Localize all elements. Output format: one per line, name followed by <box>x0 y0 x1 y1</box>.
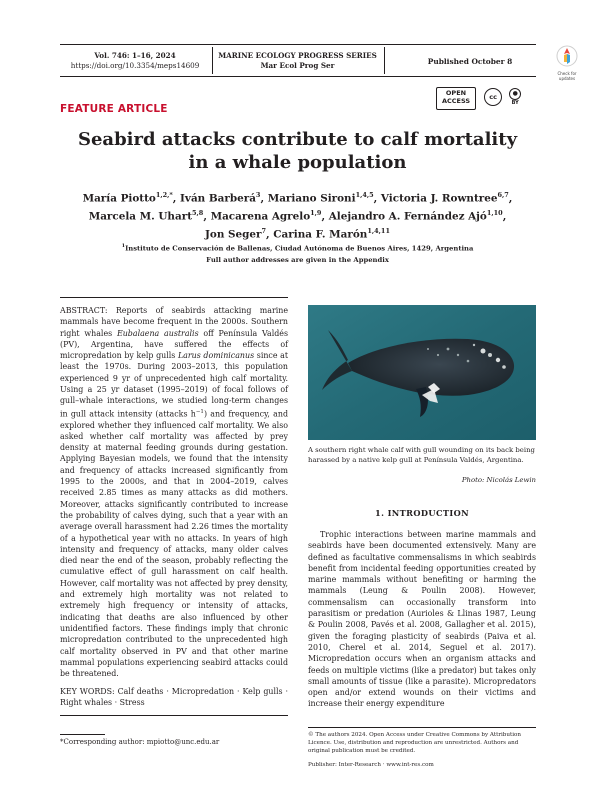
author-line-2 <box>60 206 535 224</box>
author-name: Marcela M. Uhart <box>88 210 192 223</box>
author-affiliation-ref: 3 <box>255 191 261 199</box>
author-affiliation-ref: 1,4,5 <box>355 191 374 199</box>
author-separator: , <box>502 210 507 223</box>
author-separator: , <box>321 210 329 223</box>
author-affiliation-ref: 1,4,11 <box>367 226 390 235</box>
author-line-3 <box>60 224 535 242</box>
keywords-text: Calf deaths · Micropredation · Kelp gulls · Right whales · Stress <box>60 687 288 708</box>
section-heading: 1. INTRODUCTION <box>374 508 470 518</box>
whale-photo <box>308 305 536 440</box>
author-separator: , <box>172 192 181 205</box>
affiliation-text: Instituto de Conservación de Ballenas, Ciudad Autónoma de Buenos Aires, 1429, Argentina <box>125 244 474 253</box>
abstract-label: ABSTRACT: <box>60 306 108 315</box>
affiliation <box>60 241 535 253</box>
footnote-rule <box>60 734 105 735</box>
author-separator: , <box>373 192 381 205</box>
author-line-1 <box>60 188 535 206</box>
feature-article-label: FEATURE ARTICLE <box>60 103 168 115</box>
photo-credit: Photo: Nicolás Lewin <box>461 476 536 484</box>
author-affiliation-ref: 1,2,* <box>155 191 173 199</box>
abstract-text: ) and frequency, and explored whether they influenced calf mortality. We also asked whether calf mortality was affected by prey density at maternal feeding grounds during gestation. Applying Bayesian models, we found that the intensity and frequency of attacks increased significantly from 1995 to the 2000s, and that in 2004–2019, calves received 2.85 times as many attacks as did mothers. Moreover, attacks significantly contributed to increase the probability of calves dying, such that a year with an average overall harassment had 2.26 times the mortality of a hypothetical year with no attacks. In years of high intensity and frequency of attacks, many older calves died near the end of the season, probably reflecting the cumulative effect of gull harassment on calf health. However, calf mortality was not affected by prey density, and extremely high mortality was not related to extremely high frequency or intensity of attacks, indicating that deaths are also influenced by other unidentified factors. These findings imply that chronic micropredation contributed to the unprecedented high calf mortality observed in PV and that other marine mammal populations experiencing seabird attacks could be threatened. <box>60 409 288 679</box>
open-access-line2: ACCESS <box>441 97 471 105</box>
header-top-rule <box>60 44 536 45</box>
abstract-text: Reports of seabirds attacking marine mammals have become frequent in the 2000s. Southern right whales <box>60 306 288 338</box>
crossmark-label: Check for updates <box>557 71 577 81</box>
crossmark-badge[interactable] <box>552 45 582 81</box>
published-date: Published October 8 <box>427 57 513 66</box>
header-citation <box>60 51 210 71</box>
journal-name <box>215 51 380 71</box>
open-access-line1: OPEN <box>445 89 467 97</box>
keywords-label: KEY WORDS: <box>60 687 115 696</box>
header-separator <box>212 47 213 74</box>
title-line-2: in a whale population <box>188 152 407 173</box>
header-bottom-rule <box>60 76 536 77</box>
person-icon: ● <box>509 88 521 100</box>
author-name: Victoria J. Rowntree <box>380 192 498 205</box>
publisher-line: Publisher: Inter-Research · www.int-res.com <box>308 762 434 768</box>
volume-info: Vol. 746: 1–16, 2024 <box>94 51 176 60</box>
species-name: Larus dominicanus <box>177 351 255 361</box>
open-access-badge <box>436 87 476 110</box>
header-separator <box>384 47 385 74</box>
by-icon <box>509 88 521 106</box>
author-name: María Piotto <box>82 192 156 205</box>
author-separator: , <box>260 192 268 205</box>
author-separator: , <box>203 210 211 223</box>
author-name: Alejandro A. Fernández Ajó <box>328 210 487 223</box>
abstract-top-rule <box>60 297 288 298</box>
appendix-note: Full author addresses are given in the Appendix <box>206 256 389 264</box>
license-statement: © The authors 2024. Open Access under Creative Commons by Attribution Licence. Use, distribution and reproduction are unrestricted. Authors and original publication must be credited. <box>308 732 521 754</box>
affiliation-number: 1 <box>121 243 126 249</box>
author-list <box>60 188 535 242</box>
author-affiliation-ref: 6,7 <box>497 191 509 199</box>
introduction-text: Trophic interactions between marine mammals and seabirds have been documented extensively. Many are defined as facultative commensalisms in which seabirds benefit from incidental feeding opportunities created by marine mammals without benefiting or harming the mammals (Leung & Poulin 2008). However, commensalism can occasionally transform into parasitism or predation (Aurioles & Llinas 1987, Leung & Poulin 2008, Pavés et al. 2008, Gallagher et al. 2015), given the foraging plasticity of seabirds (Paiva et al. 2010, Cherel et al. 2014, Seguel et al. 2017). Micropredation occurs when an organism attacks and feeds on multiple victims (like a predator) but takes only small amounts of tissue (like a parasite). Micropredators open and/or extend wounds on their victims and increase their energy expenditure <box>308 530 536 709</box>
author-affiliation-ref: 5,8 <box>192 208 204 217</box>
author-name: Carina F. Marón <box>273 228 368 241</box>
keywords <box>60 686 288 709</box>
doi-link[interactable]: https://doi.org/10.3354/meps14609 <box>70 61 200 70</box>
journal-short-title: Mar Ecol Prog Ser <box>260 61 335 70</box>
crossmark-icon <box>556 45 578 67</box>
author-affiliation-ref: 1,9 <box>310 208 322 217</box>
author-separator: , <box>508 192 513 205</box>
abstract-text: since at least the 1970s. During 2003–2013, this population experienced 9 yr of unprecedented high calf mortality. Using a 25 yr dataset (1995–2019) of focal follows of gull–whale interactions, we studied long-term changes in gull attack intensity (attacks h <box>60 351 288 419</box>
cc-icon: cc <box>484 88 502 106</box>
species-name: Eubalaena australis <box>116 328 199 338</box>
author-affiliation-ref: 1,10 <box>486 208 503 217</box>
footer-rule <box>308 727 536 728</box>
journal-title: MARINE ECOLOGY PROGRESS SERIES <box>218 51 377 60</box>
unit-exponent: −1 <box>195 408 204 415</box>
author-name: Macarena Agrelo <box>210 210 311 223</box>
abstract <box>60 305 288 679</box>
abstract-text: off Península Valdés (PV), Argentina, have suffered the effects of micropredation by kelp gulls <box>60 328 288 361</box>
whale-photo-image <box>308 305 536 440</box>
author-name: Jon Seger <box>205 228 262 241</box>
by-label: BY <box>511 100 519 106</box>
license-badges[interactable] <box>436 87 521 110</box>
author-name: Iván Barberá <box>180 192 256 205</box>
figure-caption: A southern right whale calf with gull wounding on its back being harassed by a native kelp gull at Península Valdés, Argentina. <box>308 446 535 464</box>
title-line-1: Seabird attacks contribute to calf mortality <box>77 129 518 150</box>
author-affiliation-ref: 7 <box>261 226 267 235</box>
abstract-bottom-rule <box>60 715 288 716</box>
author-name: Mariano Sironi <box>267 192 356 205</box>
article-title <box>60 128 535 174</box>
corresponding-author: *Corresponding author: mpiotto@unc.edu.ar <box>60 738 220 746</box>
author-separator: , <box>266 228 274 241</box>
